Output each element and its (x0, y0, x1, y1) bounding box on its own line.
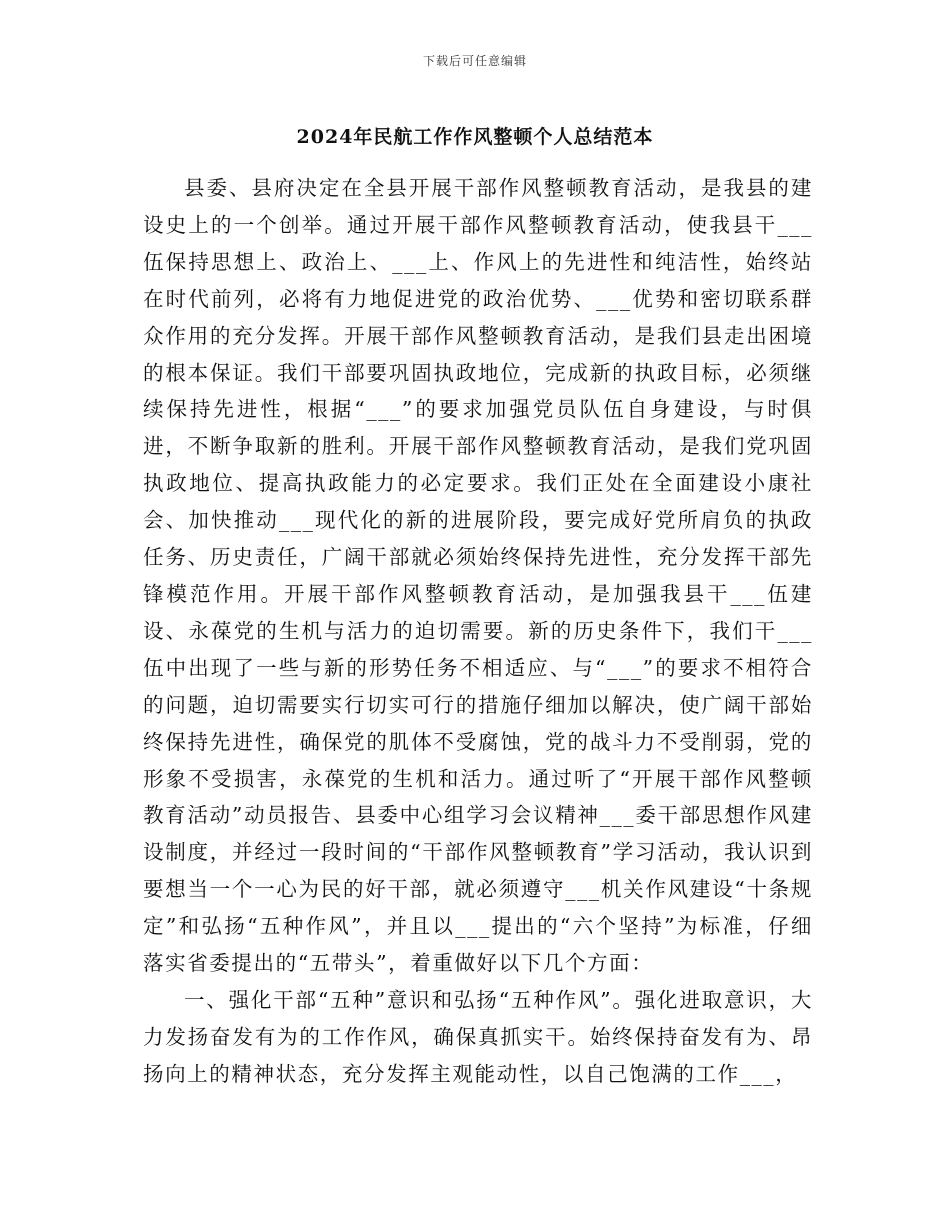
header-note: 下载后可任意编辑 (422, 54, 527, 68)
paragraph: 一、强化干部“五种”意识和弘扬“五种作风”。强化进取意识，大力发扬奋发有为的工作作风，确保真抓实干。始终保持奋发有为、昂扬向上的精神状态，充分发挥主观能动性，以自己饱满的工作___， (143, 987, 813, 1086)
document-title: 2024年民航工作作风整顿个人总结范本 (296, 126, 654, 148)
document-body (143, 170, 813, 1093)
paragraph: 县委、县府决定在全县开展干部作风整顿教育活动，是我县的建设史上的一个创举。通过开展干部作风整顿教育活动，使我县干___伍保持思想上、政治上、___上、作风上的先进性和纯洁性，始终站在时代前列，必将有力地促进党的政治优势、___优势和密切联系群众作用的充分发挥。开展干部作风整顿教育活动，是我们县走出困境的根本保证。我们干部要巩固执政地位，完成新的执政目标，必须继续保持先进性，根据“___”的要求加强党员队伍自身建设，与时俱进，不断争取新的胜利。开展干部作风整顿教育活动，是我们党巩固执政地位、提高执政能力的必定要求。我们正处在全面建设小康社会、加快推动___现代化的新的进展阶段，要完成好党所肩负的执政任务、历史责任，广阔干部就必须始终保持先进性，充分发挥干部先锋模范作用。开展干部作风整顿教育活动，是加强我县干___伍建设、永葆党的生机与活力的迫切需要。新的历史条件下，我们干___伍中出现了一些与新的形势任务不相适应、与“___”的要求不相符合的问题，迫切需要实行切实可行的措施仔细加以解决，使广阔干部始终保持先进性，确保党的肌体不受腐蚀，党的战斗力不受削弱，党的形象不受损害，永葆党的生机和活力。通过听了“开展干部作风整顿教育活动”动员报告、县委中心组学习会议精神___委干部思想作风建设制度，并经过一段时间的“干部作风整顿教育”学习活动，我认识到要想当一个一心为民的好干部，就必须遵守___机关作风建设“十条规定”和弘扬“五种作风”，并且以___提出的“六个坚持”为标准，仔细落实省委提出的“五带头”，着重做好以下几个方面： (143, 176, 813, 976)
